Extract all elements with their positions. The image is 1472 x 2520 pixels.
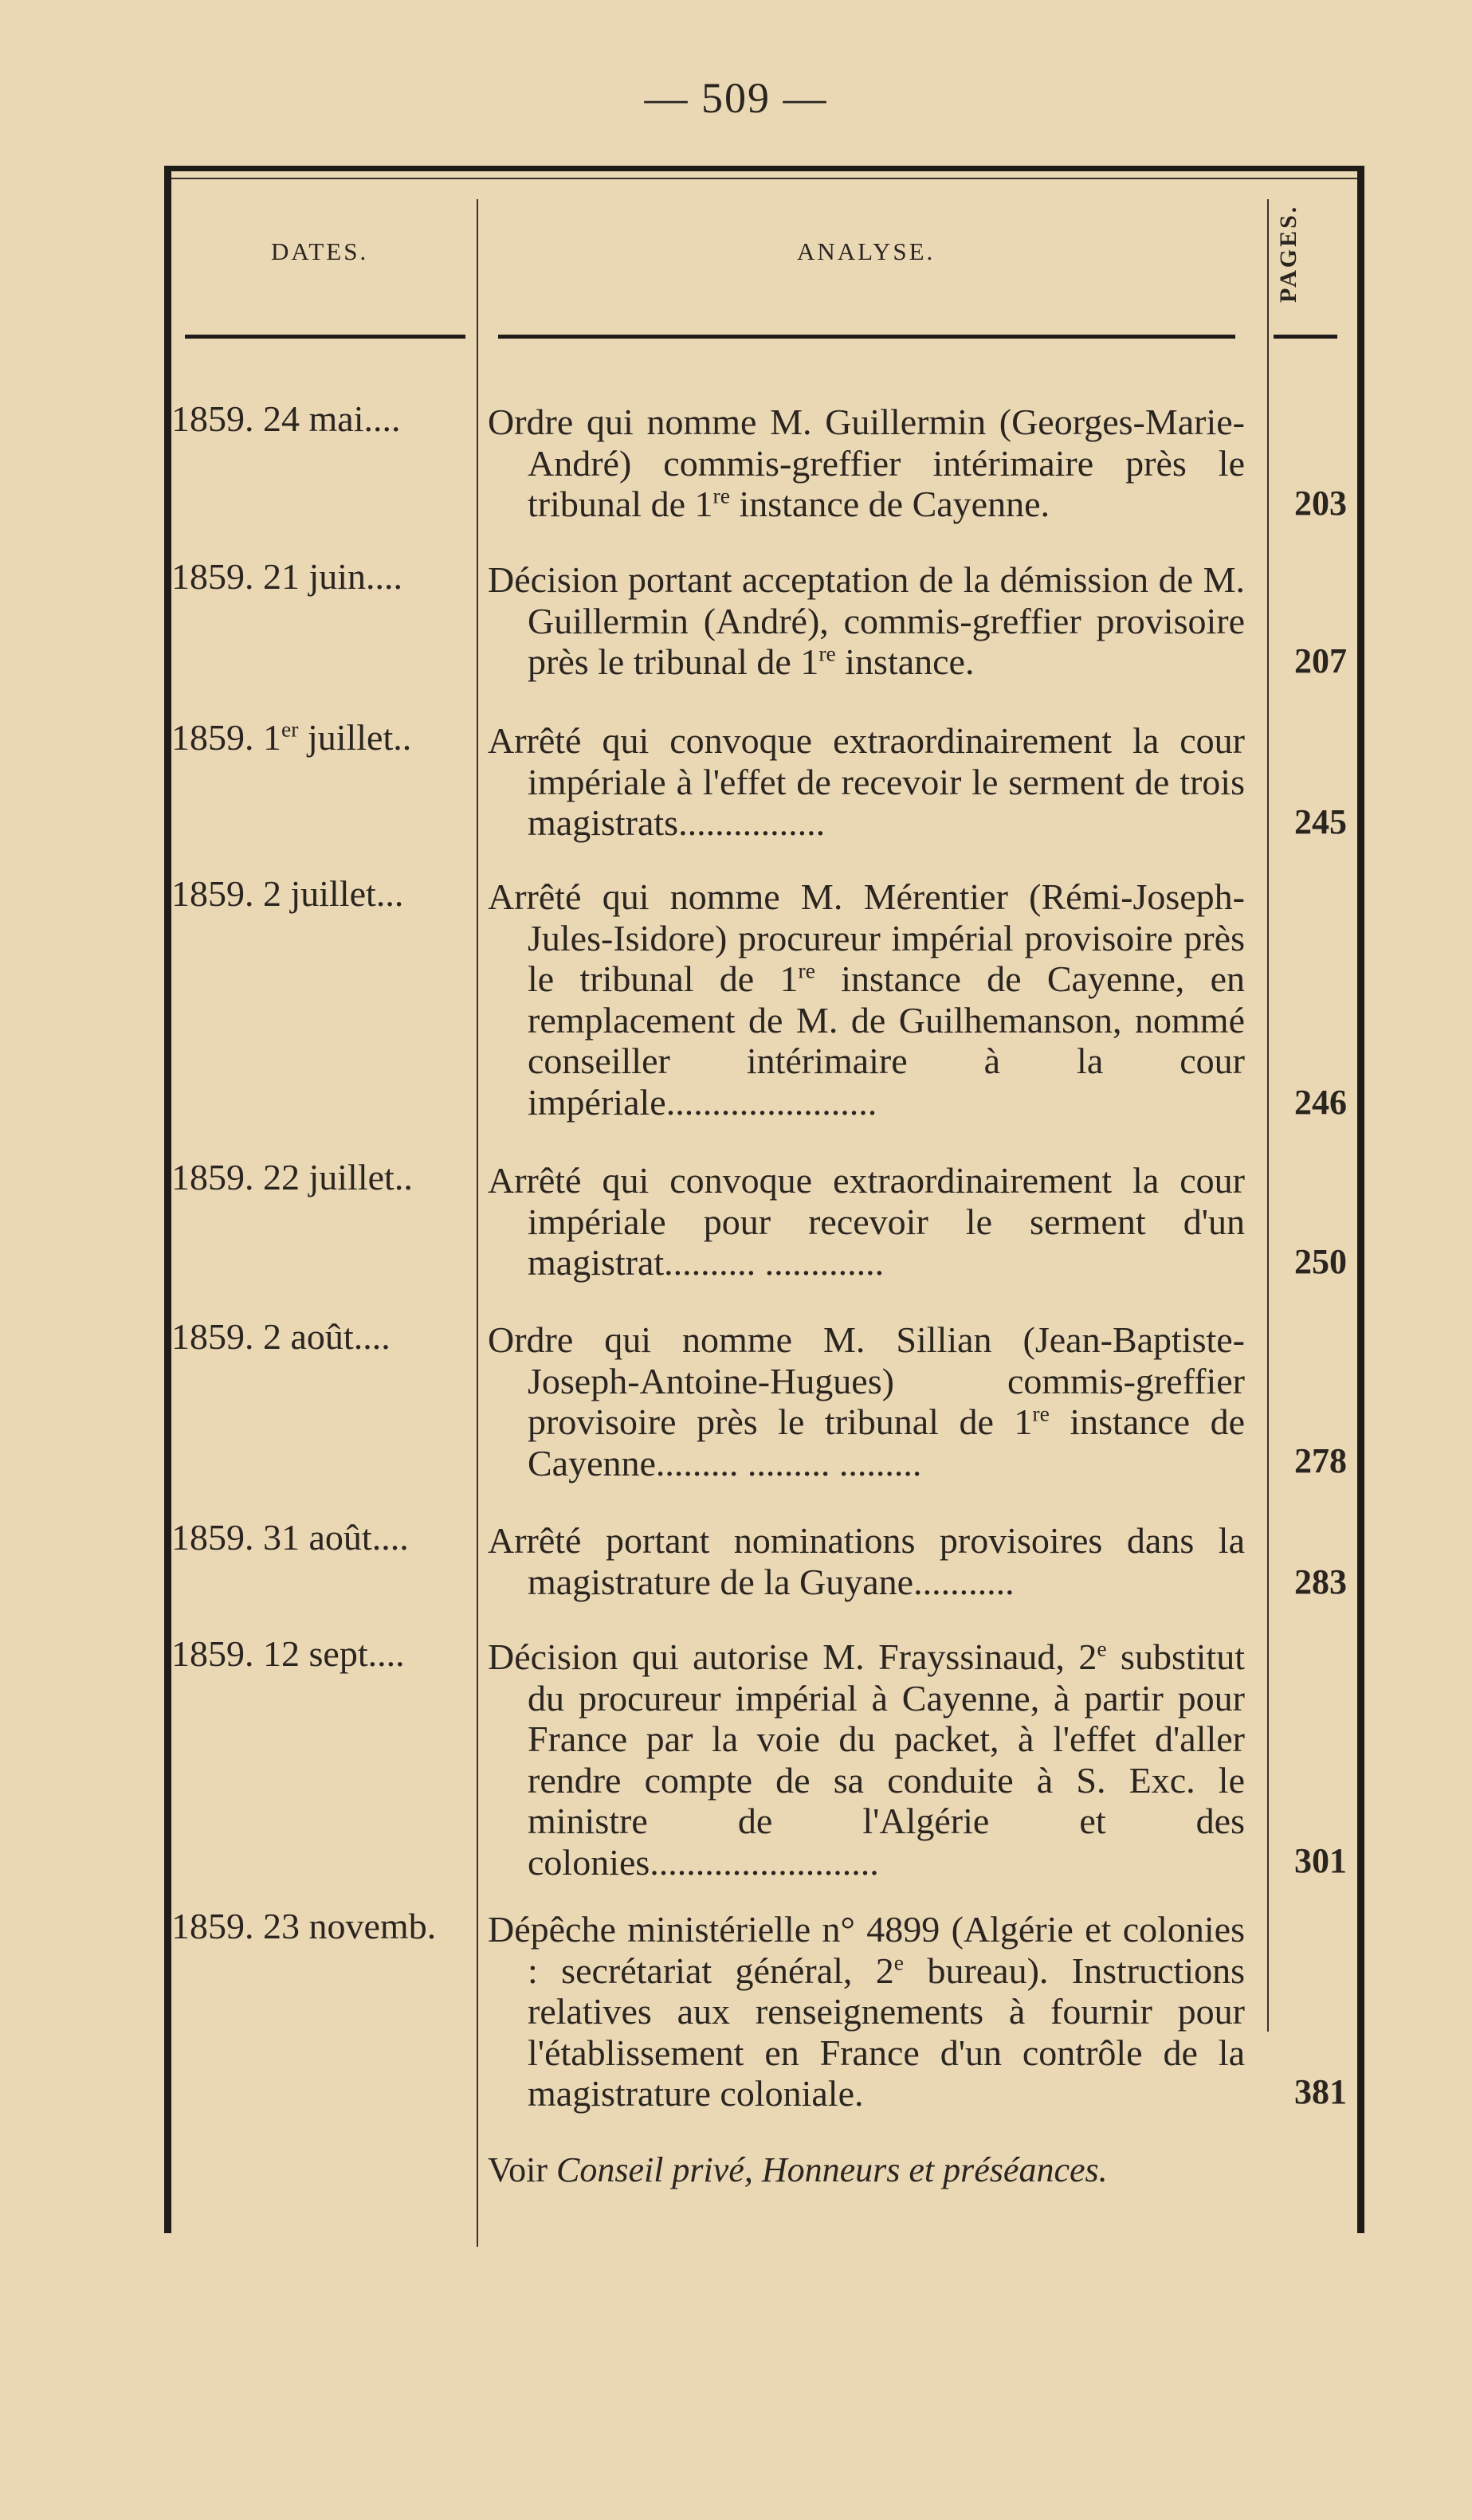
entry-analysis: Arrêté qui convoque extraordinairement la cour impériale pour recevoir le serment d'un magistrat.......... ............. <box>488 1160 1245 1283</box>
entry-analysis: Arrêté qui convoque extraordinairement la cour impériale à l'effet de recevoir le serment de trois magistrats................ <box>488 720 1245 843</box>
header-rule <box>1274 335 1337 339</box>
entry-date: 1859. 24 mai.... <box>171 398 401 439</box>
entry-page: 301 <box>1294 1841 1347 1880</box>
page-number: — 509 — <box>644 74 828 122</box>
entry-analysis: Décision qui autorise M. Frayssinaud, 2e substitut du procureur impérial à Cayenne, à partir pour France par la voie du packet, à l'effet d'aller rendre compte de sa conduite à S. Exc. le ministre de l'Algérie et des colonies......................... <box>488 1636 1245 1883</box>
entry-page: 283 <box>1294 1562 1347 1601</box>
entry-analysis: Dépêche ministérielle n° 4899 (Algérie et colonies : secrétariat général, 2e bureau). Instructions relatives aux renseignements à fournir pour l'établissement en France d'un contrôle de la magistrature coloniale. <box>488 1909 1246 2114</box>
entry-date: 1859. 1er juillet.. <box>171 716 412 758</box>
header-dates: DATES. <box>271 237 369 265</box>
entry-page: 207 <box>1294 641 1347 680</box>
entry-page: 245 <box>1294 802 1347 841</box>
entry-page: 250 <box>1294 1242 1347 1281</box>
header-rule <box>498 335 1235 339</box>
entry-date: 1859. 31 août.... <box>171 1517 409 1558</box>
header-pages: PAGES. <box>1275 204 1301 303</box>
entry-date: 1859. 22 juillet.. <box>171 1157 413 1197</box>
entry-analysis: Décision portant acceptation de la démission de M. Guillermin (André), commis-greffier provisoire près le tribunal de 1re instance. <box>488 559 1245 682</box>
entry-page: 203 <box>1294 484 1347 523</box>
see-also-prefix: Voir <box>488 2150 556 2189</box>
entry-analysis: Arrêté qui nomme M. Mérentier (Rémi-Joseph-Jules-Isidore) procureur impérial provisoire près le tribunal de 1re instance de Cayenne, en remplacement de M. de Guilhemanson, nommé conseiller intérimaire à la cour impériale....................... <box>488 876 1245 1123</box>
see-also-note <box>488 2150 1108 2190</box>
entry-page: 381 <box>1294 2072 1347 2111</box>
entry-analysis: Ordre qui nomme M. Sillian (Jean-Baptiste-Joseph-Antoine-Hugues) commis-greffier provisoire près le tribunal de 1re instance de Cayenne......... ......... ......... <box>488 1319 1245 1483</box>
header-rule <box>185 335 465 339</box>
entry-date: 1859. 12 sept.... <box>171 1633 405 1674</box>
entry-date: 1859. 2 août.... <box>171 1316 391 1357</box>
entry-analysis: Arrêté portant nominations provisoires dans la magistrature de la Guyane........... <box>488 1520 1245 1602</box>
entry-date: 1859. 23 novemb. <box>171 1906 437 1946</box>
column-divider <box>477 199 478 2247</box>
entry-analysis: Ordre qui nomme M. Guillermin (Georges-Marie-André) commis-greffier intérimaire près le tribunal de 1re instance de Cayenne. <box>488 402 1245 524</box>
entry-page: 246 <box>1294 1083 1347 1122</box>
entry-date: 1859. 21 juin.... <box>171 556 403 597</box>
entry-page: 278 <box>1294 1441 1347 1480</box>
entry-date: 1859. 2 juillet... <box>171 873 404 914</box>
see-also-refs: Conseil privé, Honneurs et préséances. <box>555 2150 1108 2189</box>
header-analyse: ANALYSE. <box>797 237 936 265</box>
